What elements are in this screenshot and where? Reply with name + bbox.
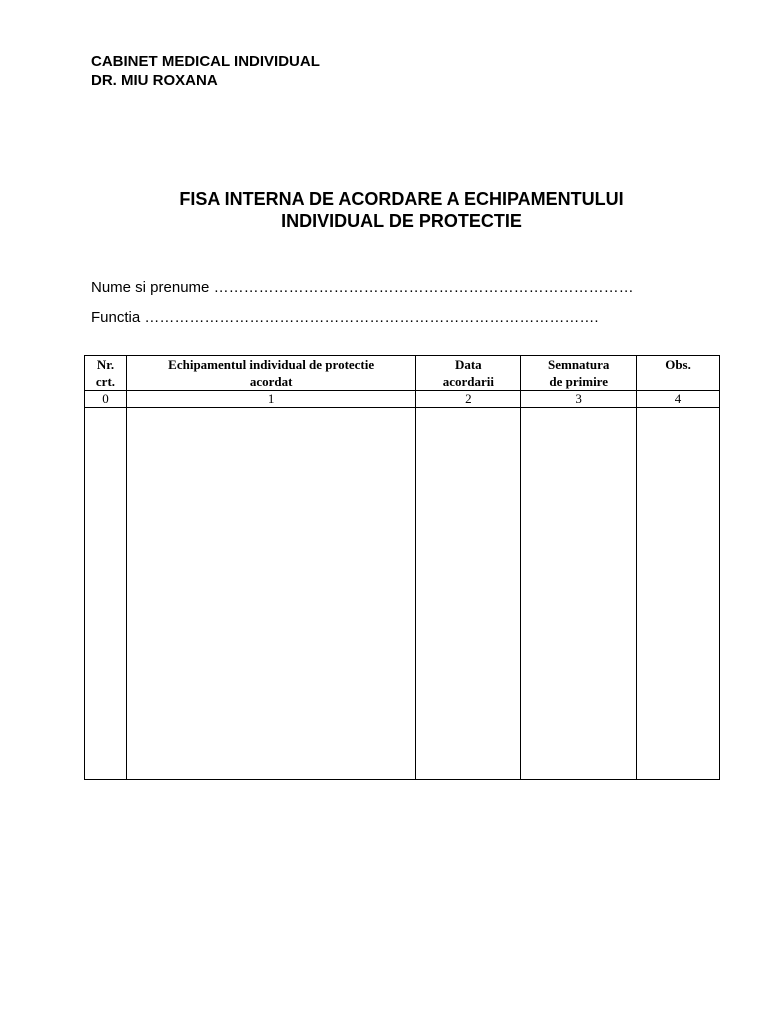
title-line-2: INDIVIDUAL DE PROTECTIE (281, 211, 522, 231)
nr-crt-cell[interactable] (85, 408, 127, 780)
document-title (0, 188, 768, 232)
name-blank: ………………………………………………………………………… (213, 279, 634, 296)
table-body-row (85, 408, 720, 780)
name-label: Nume si prenume (91, 279, 210, 296)
title-line-1: FISA INTERNA DE ACORDARE A ECHIPAMENTULUI (179, 189, 624, 209)
column-number: 0 (85, 391, 127, 408)
header-nr-crt: Nr. crt. (85, 356, 127, 391)
function-label: Functia (91, 309, 141, 326)
signature-cell[interactable] (521, 408, 637, 780)
header-date: Data acordarii (416, 356, 521, 391)
table-header-row (85, 356, 720, 391)
header-obs: Obs. (637, 356, 720, 391)
function-field (91, 309, 599, 326)
header-equipment: Echipamentul individual de protectie acordat (126, 356, 415, 391)
column-number: 4 (637, 391, 720, 408)
doctor-name: DR. MIU ROXANA (91, 72, 218, 89)
column-number: 1 (126, 391, 415, 408)
header-signature: Semnatura de primire (521, 356, 637, 391)
column-number-row (85, 391, 720, 408)
date-cell[interactable] (416, 408, 521, 780)
function-blank: ………………………………………………………………………………. (144, 309, 599, 326)
column-number: 2 (416, 391, 521, 408)
clinic-name: CABINET MEDICAL INDIVIDUAL (91, 53, 320, 70)
obs-cell[interactable] (637, 408, 720, 780)
column-number: 3 (521, 391, 637, 408)
equipment-cell[interactable] (126, 408, 415, 780)
equipment-table (84, 355, 720, 780)
name-field (91, 279, 634, 296)
organization-header (91, 52, 320, 90)
